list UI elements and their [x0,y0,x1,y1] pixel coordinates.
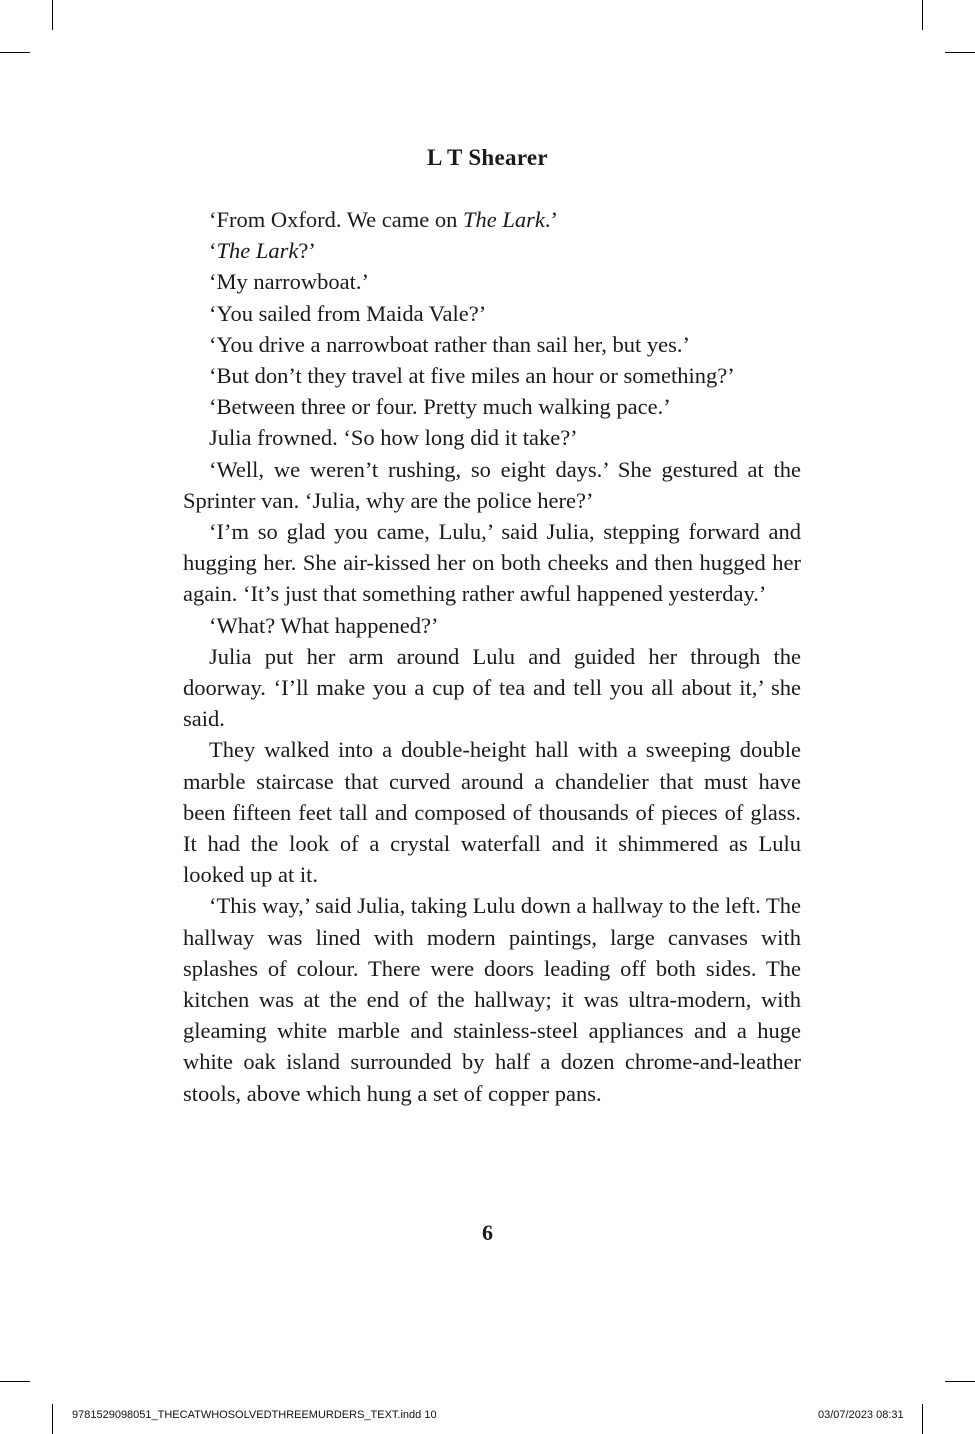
crop-mark [945,52,975,53]
text-run: ‘My narrowboat.’ [209,269,369,295]
paragraph [183,454,801,516]
text-run: Julia frowned. ‘So how long did it take?’ [209,425,578,451]
slug-filename: 9781529098051_THECATWHOSOLVEDTHREEMURDERS_TEXT.indd 10 [72,1409,437,1421]
paragraph [183,235,801,266]
crop-mark [0,1381,30,1382]
text-run: ‘I’m so glad you came, Lulu,’ said Julia, stepping forward and hugging her. She air-kissed her on both cheeks and then hugged her again. ‘It’s just that something rather awful happened yesterday.’ [183,519,801,607]
text-run: Julia put her arm around Lulu and guided her through the doorway. ‘I’ll make you a cup of tea and tell you all about it,’ she said. [183,643,801,732]
italic-text: The Lark [462,207,545,232]
running-head: L T Shearer [427,145,548,170]
crop-mark [945,1381,975,1382]
paragraph [183,641,801,735]
paragraph [183,610,801,641]
paragraph [183,266,801,297]
text-run: ‘Well, we weren’t rushing, so eight days.’ She gestured at the Sprinter van. ‘Julia, why are the police here?’ [183,456,801,513]
text-run: ‘From Oxford. We came on [209,207,463,232]
text-run: ‘But don’t they travel at five miles an hour or something?’ [209,363,735,389]
text-run: ‘What? What happened?’ [209,612,439,638]
crop-mark [52,1404,53,1434]
crop-mark [922,1404,923,1434]
paragraph [183,329,801,360]
text-run: ‘You drive a narrowboat rather than sail her, but yes.’ [209,331,691,357]
paragraph [183,204,801,235]
paragraph [183,391,801,422]
crop-mark [922,0,923,30]
paragraph [183,734,801,890]
text-run: ‘ [209,238,217,264]
paragraph [183,422,801,453]
paragraph [183,516,801,610]
text-run: ‘Between three or four. Pretty much walking pace.’ [209,394,671,420]
slug-timestamp: 03/07/2023 08:31 [818,1409,904,1421]
italic-text: The Lark [216,238,299,264]
text-run: They walked into a double-height hall with a sweeping double marble staircase that curved around a chandelier that must have been fifteen feet tall and composed of thousands of pieces of glass. It had the look of a crystal waterfall and it shimmered as Lulu looked up at it. [183,737,801,888]
crop-mark [0,52,30,53]
crop-mark [52,0,53,30]
text-run: ?’ [298,238,316,264]
text-run: ‘This way,’ said Julia, taking Lulu down a hallway to the left. The hallway was lined with modern paintings, large canvases with splashes of colour. There were doors leading off both sides. The kitchen was at the end of the hallway; it was ultra-modern, with gleaming white marble and stainless-steel appliances and a huge white oak island surrounded by half a dozen chrome-and-leather stools, above which hung a set of copper pans. [183,893,801,1106]
text-run: .’ [544,207,558,232]
page-number: 6 [482,1220,493,1245]
paragraph [183,360,801,391]
paragraph [183,298,801,329]
paragraph [183,890,801,1108]
body-text [183,204,801,1109]
text-run: ‘You sailed from Maida Vale?’ [209,300,487,326]
